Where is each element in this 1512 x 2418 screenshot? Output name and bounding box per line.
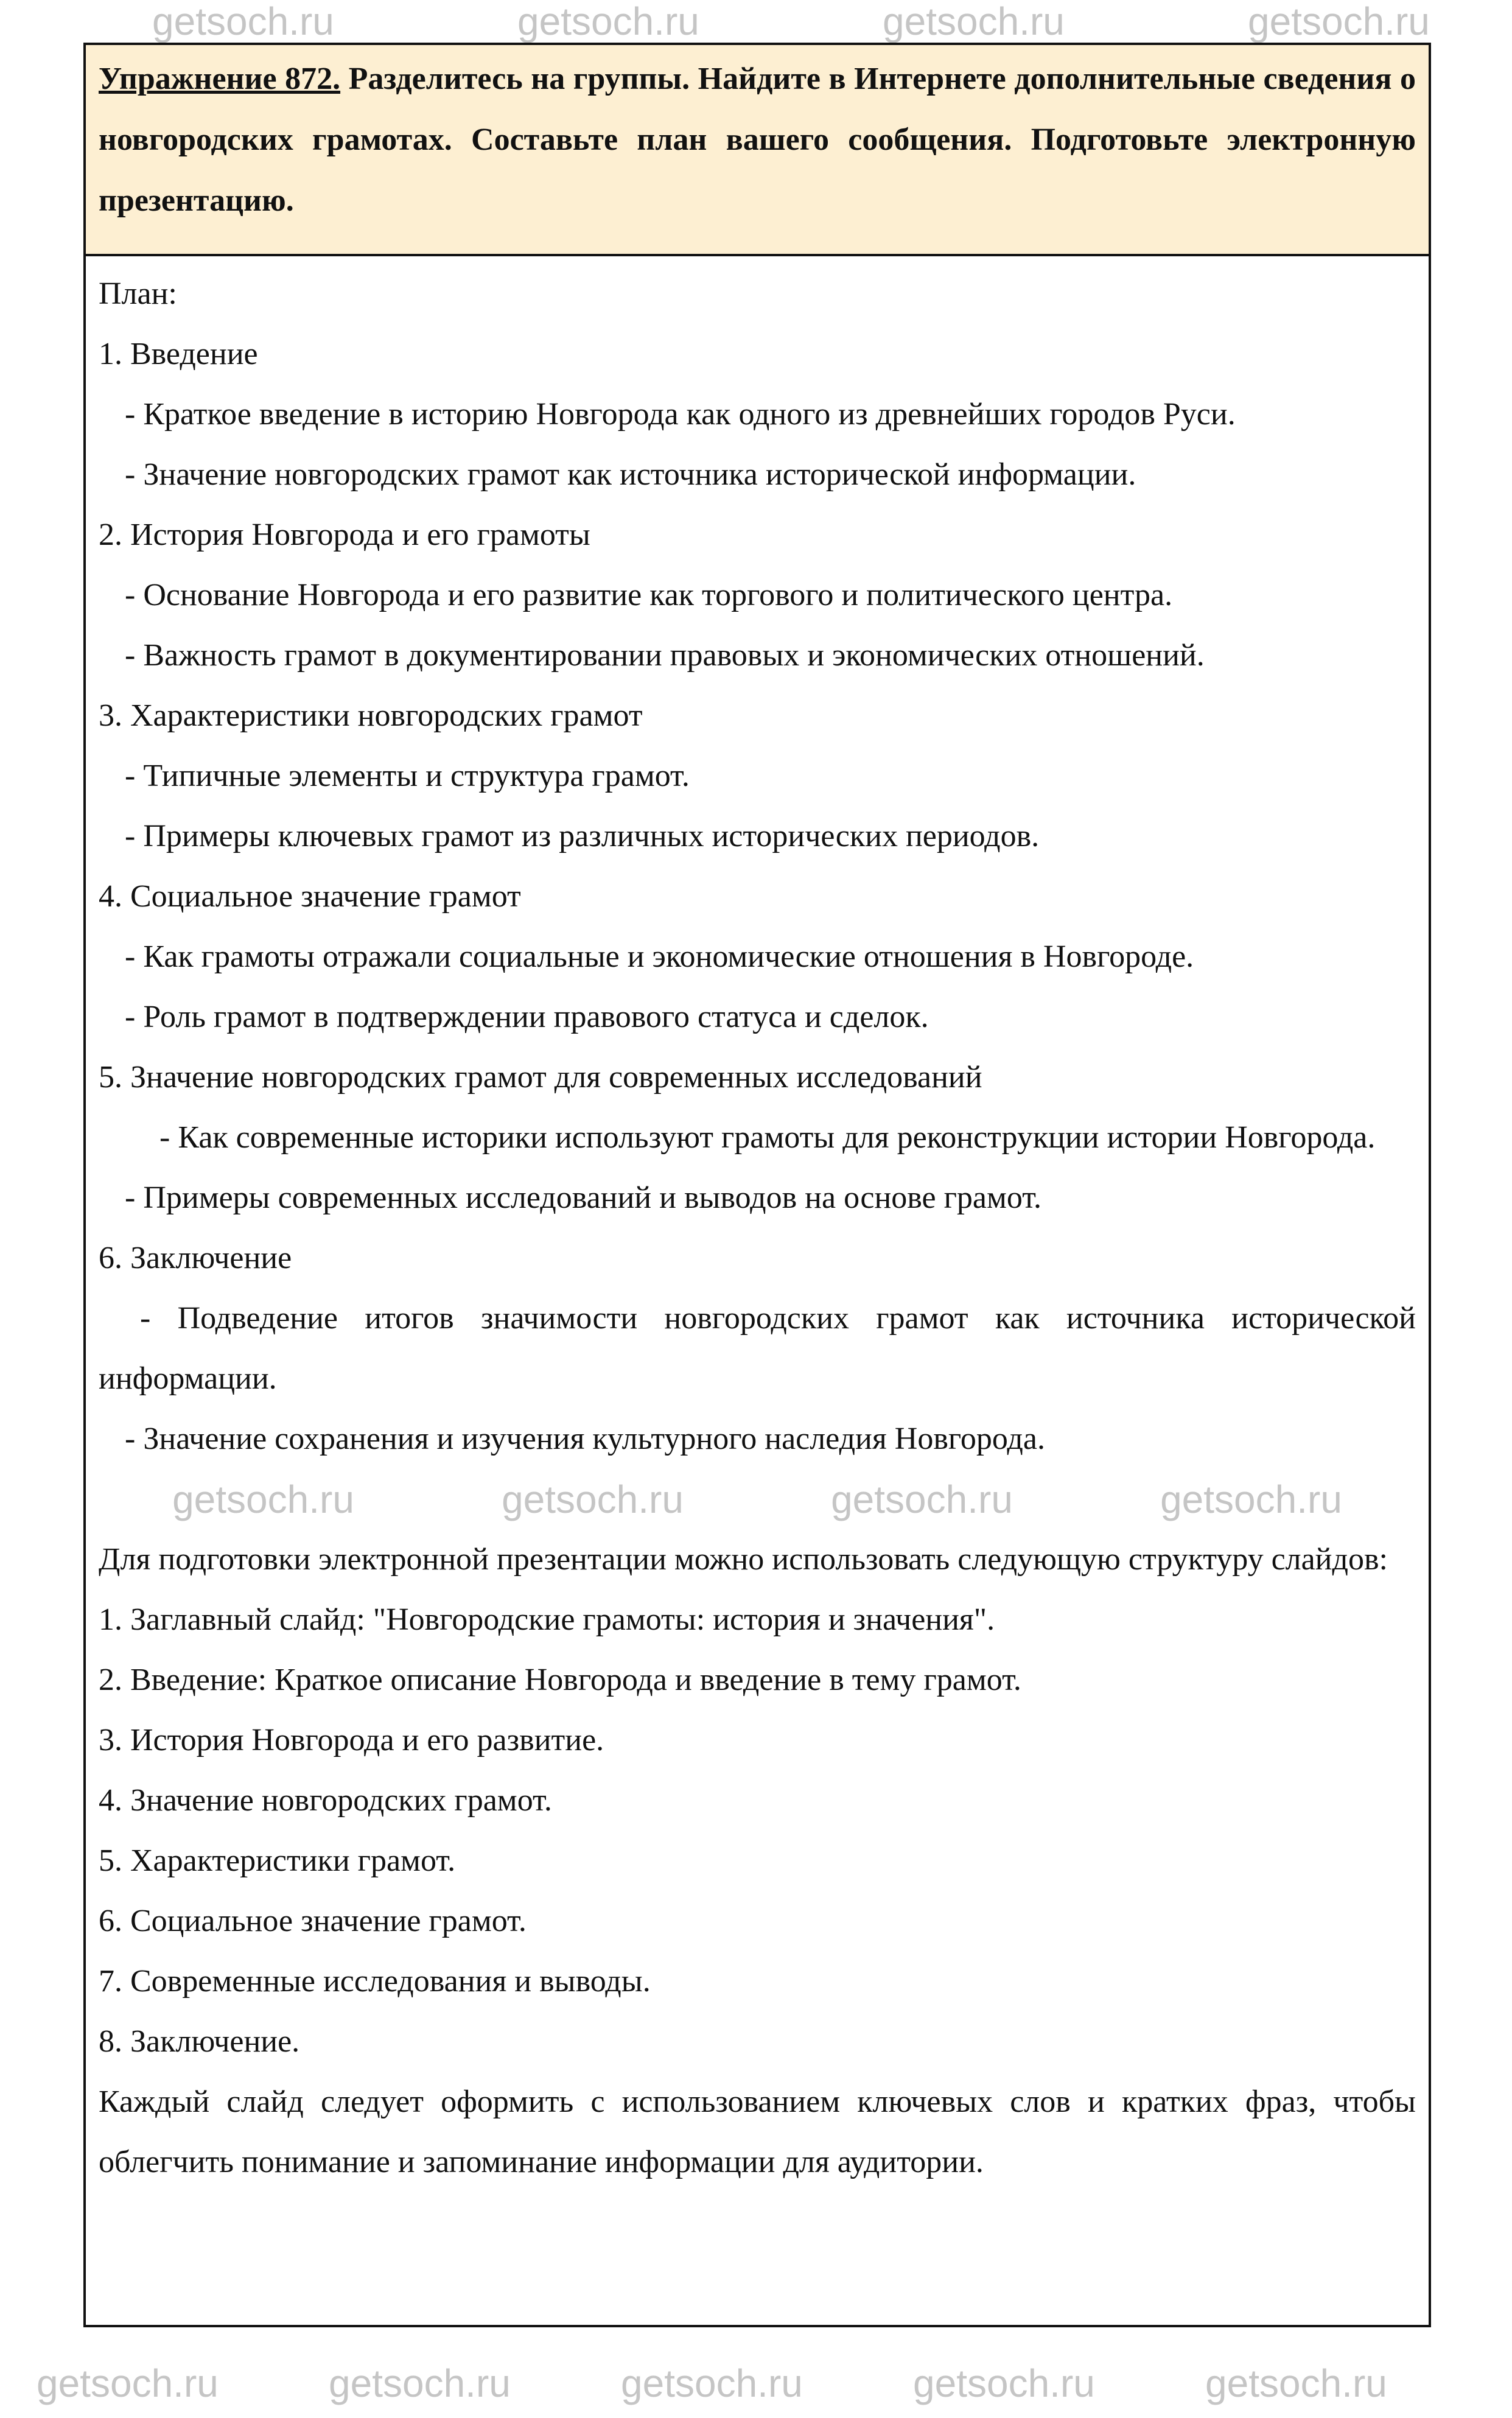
- plan-heading: 3. Характеристики новгородских грамот: [99, 698, 643, 733]
- watermark: getsoch.ru: [502, 1477, 684, 1521]
- task-text: Разделитесь на группы. Найдите в Интернете дополнительные сведения о новгородских грамотах. Составьте план вашего сообщения. Подготовьте электронную презентацию.: [99, 61, 1416, 218]
- slide-item: 5. Характеристики грамот.: [99, 1843, 456, 1878]
- plan-heading: 2. История Новгорода и его грамоты: [99, 517, 590, 552]
- slide-item: 3. История Новгорода и его развитие.: [99, 1723, 604, 1757]
- slide-item: 6. Социальное значение грамот.: [99, 1904, 527, 1938]
- plan-heading: 6. Заключение: [99, 1241, 292, 1275]
- plan-item: - Типичные элементы и структура грамот.: [125, 759, 690, 793]
- plan-item: - Значение новгородских грамот как источника исторической информации.: [125, 457, 1136, 492]
- watermark: getsoch.ru: [37, 2361, 219, 2405]
- plan-item: - Как современные историки используют грамоты для реконструкции истории Новгорода.: [159, 1120, 1376, 1155]
- watermark: getsoch.ru: [152, 0, 334, 43]
- presentation-intro: Для подготовки электронной презентации можно использовать следующую структуру слайдов:: [99, 1542, 1388, 1577]
- slide-item: 8. Заключение.: [99, 2024, 300, 2059]
- plan-item: - Краткое введение в историю Новгорода как одного из древнейших городов Руси.: [125, 397, 1236, 432]
- plan-item: - Подведение итогов значимости новгородских грамот как источника исторической информации.: [99, 1301, 1416, 1396]
- spacer: [99, 1469, 1416, 1529]
- watermark: getsoch.ru: [172, 1477, 354, 1521]
- presentation-outro: Каждый слайд следует оформить с использованием ключевых слов и кратких фраз, чтобы облегчить понимание и запоминание информации для аудитории.: [99, 2084, 1416, 2179]
- slide-item: 1. Заглавный слайд: "Новгородские грамоты: история и значения".: [99, 1602, 995, 1637]
- plan-item: - Роль грамот в подтверждении правового статуса и сделок.: [125, 1000, 929, 1034]
- plan-item: - Основание Новгорода и его развитие как торгового и политического центра.: [125, 578, 1173, 612]
- plan-item: - Примеры современных исследований и выводов на основе грамот.: [125, 1180, 1042, 1215]
- watermark: getsoch.ru: [1160, 1477, 1342, 1521]
- slide-item: 2. Введение: Краткое описание Новгорода и введение в тему грамот.: [99, 1663, 1021, 1697]
- watermark: getsoch.ru: [1205, 2361, 1387, 2405]
- plan-item: - Значение сохранения и изучения культурного наследия Новгорода.: [125, 1421, 1045, 1456]
- watermark: getsoch.ru: [913, 2361, 1095, 2405]
- watermark: getsoch.ru: [517, 0, 699, 43]
- watermark: getsoch.ru: [621, 2361, 803, 2405]
- exercise-number: Упражнение 872.: [99, 61, 341, 96]
- plan-item: - Важность грамот в документировании правовых и экономических отношений.: [125, 638, 1205, 673]
- watermark: getsoch.ru: [831, 1477, 1013, 1521]
- slide-item: 7. Современные исследования и выводы.: [99, 1964, 651, 1999]
- plan-heading: 1. Введение: [99, 337, 258, 371]
- plan-item: - Как грамоты отражали социальные и экономические отношения в Новгороде.: [125, 939, 1194, 974]
- slide-item: 4. Значение новгородских грамот.: [99, 1783, 552, 1818]
- watermark: getsoch.ru: [883, 0, 1065, 43]
- plan-heading: 5. Значение новгородских грамот для современных исследований: [99, 1060, 982, 1095]
- plan-heading: 4. Социальное значение грамот: [99, 879, 521, 914]
- task-header: [86, 45, 1429, 256]
- answer-content: [86, 256, 1429, 2192]
- watermark: getsoch.ru: [1248, 0, 1430, 43]
- watermark: getsoch.ru: [329, 2361, 511, 2405]
- plan-title: План:: [99, 276, 177, 311]
- plan-item: - Примеры ключевых грамот из различных исторических периодов.: [125, 819, 1040, 853]
- exercise-card: [83, 43, 1431, 2327]
